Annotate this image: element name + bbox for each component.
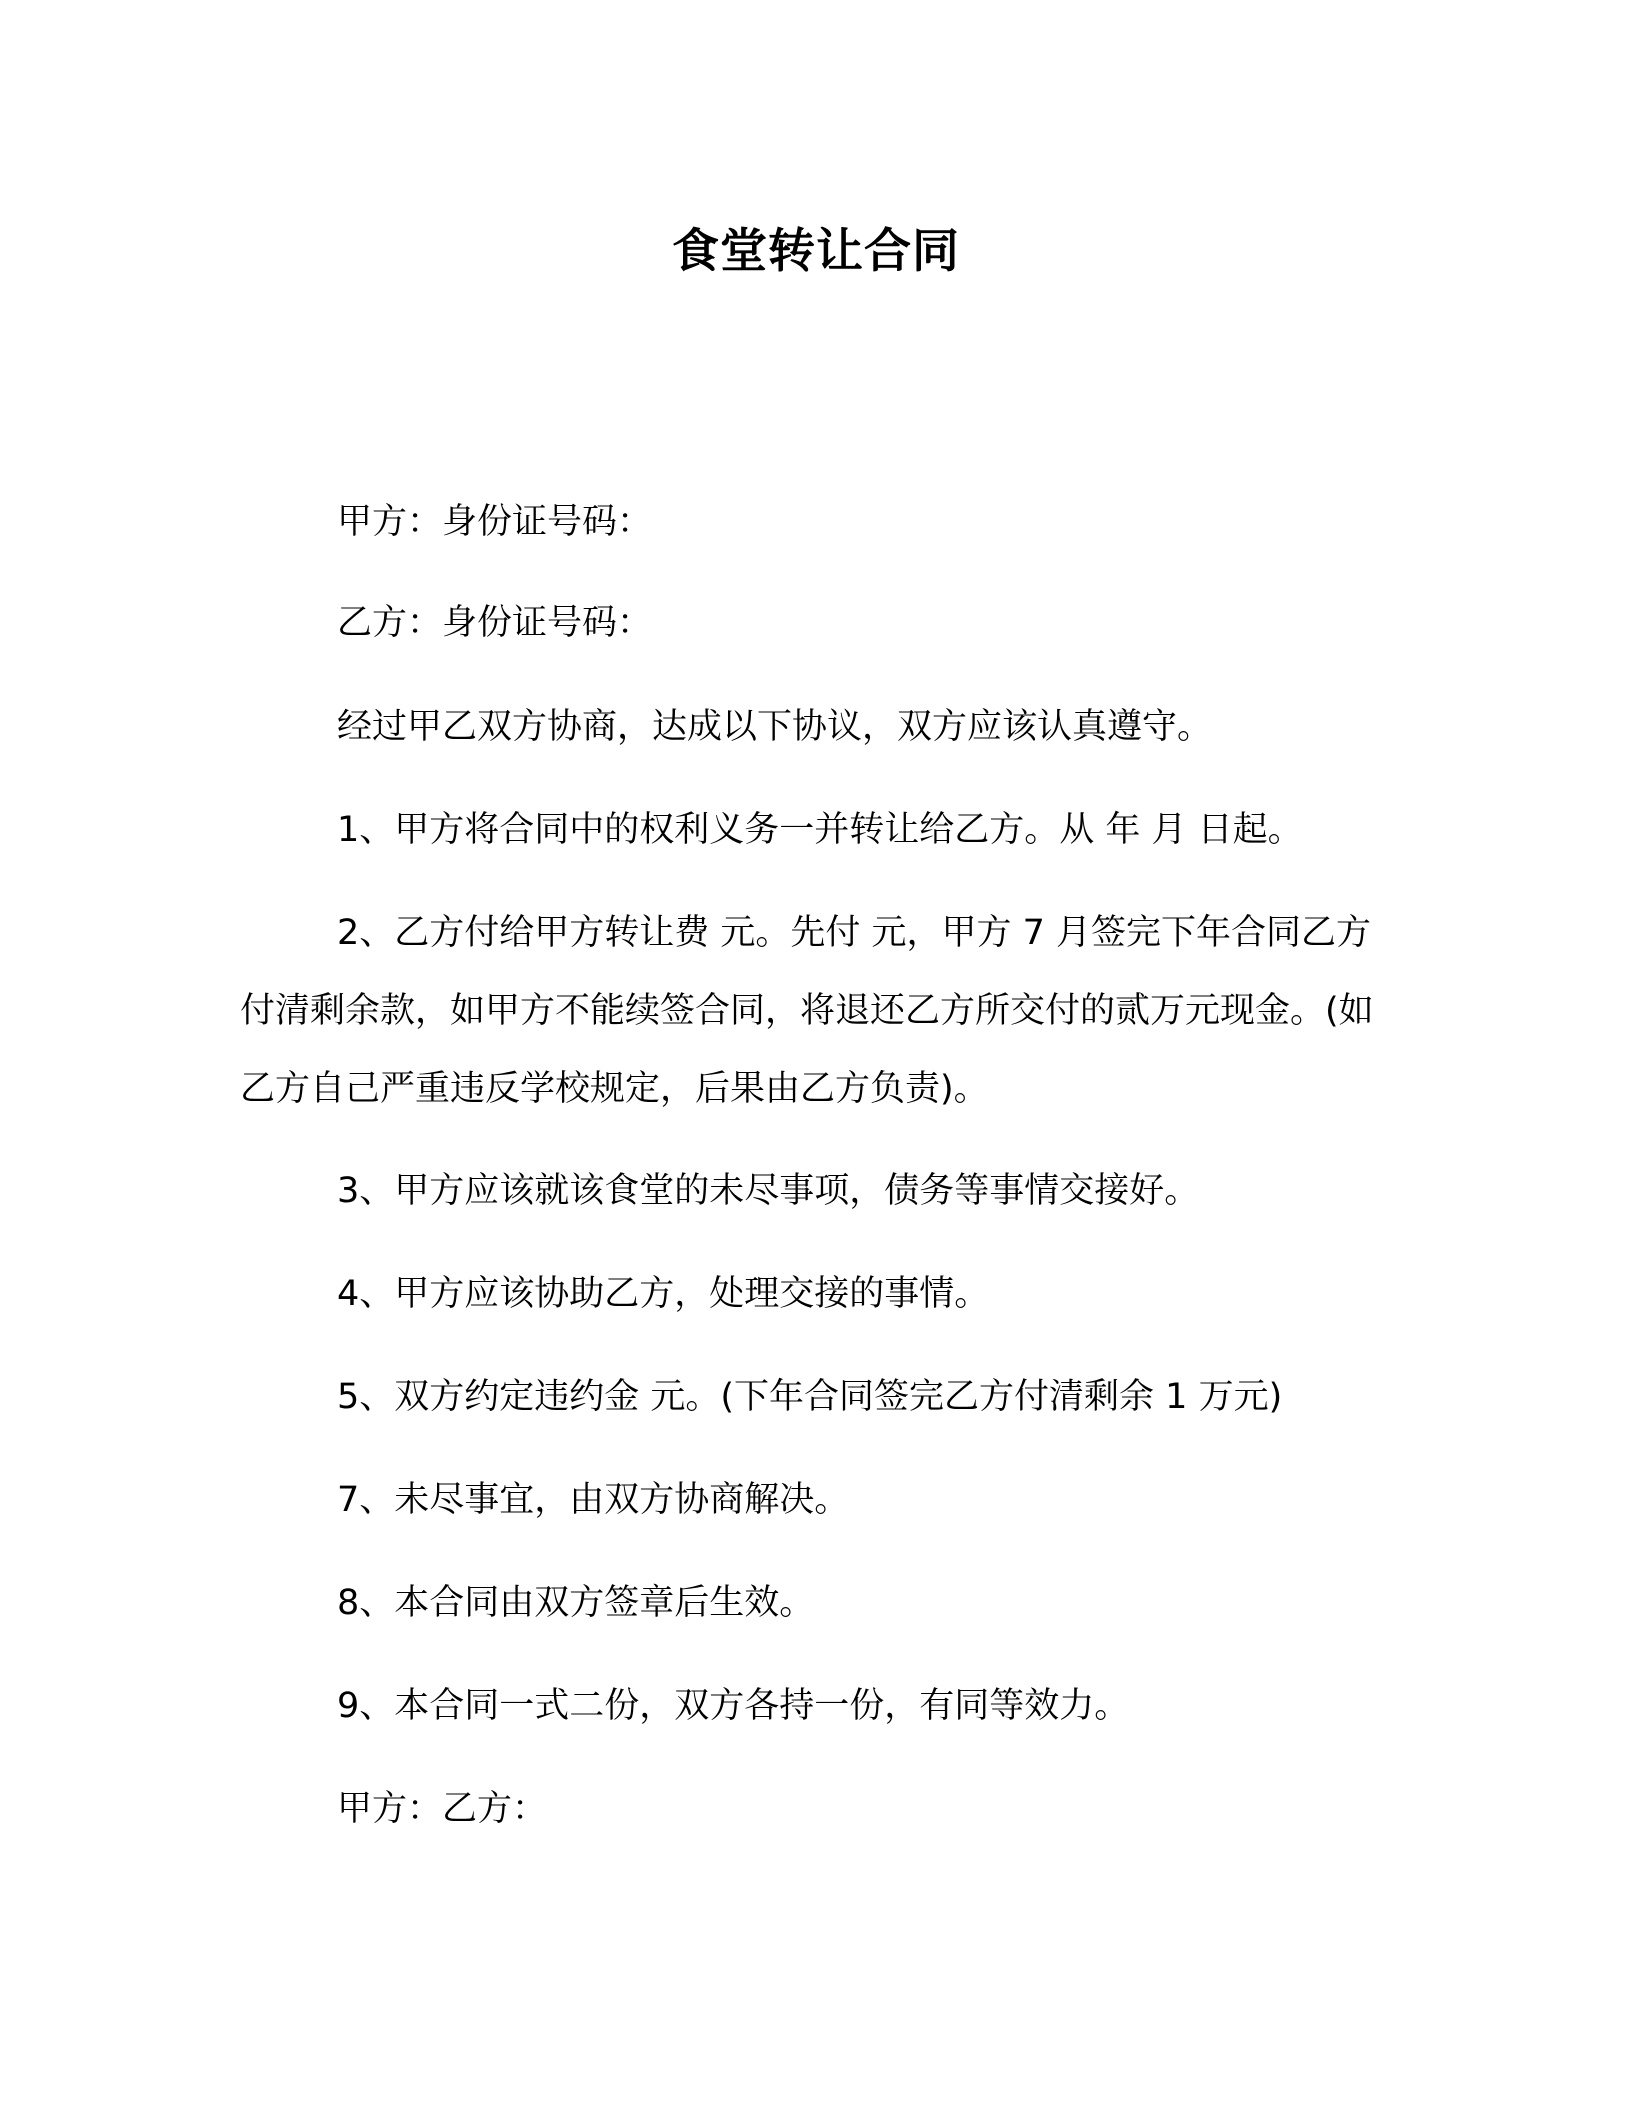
clause-3: 3、甲方应该就该食堂的未尽事项，债务等事情交接好。: [337, 1171, 1200, 1211]
clause-1: 1、甲方将合同中的权利义务一并转让给乙方。从 年 月 日起。: [337, 810, 1303, 850]
clause-5: 5、双方约定违约金 元。(下年合同签完乙方付清剩余 1 万元): [337, 1377, 1283, 1417]
document-title: 食堂转让合同: [672, 224, 960, 279]
party-b-id-line: 乙方：身份证号码：: [337, 603, 653, 643]
clause-7: 7、未尽事宜，由双方协商解决。: [337, 1480, 850, 1520]
party-a-id-line: 甲方：身份证号码：: [337, 502, 653, 542]
signature-line: 甲方：乙方：: [337, 1789, 548, 1829]
clause-2: 2、乙方付给甲方转让费 元。先付 元，甲方 7 月签完下年合同乙方付清剩余款，如甲方不能续签合同，将退还乙方所交付的贰万元现金。(如乙方自己严重违反学校规定，后果由乙方负责)。: [240, 913, 1374, 1109]
clause-4: 4、甲方应该协助乙方，处理交接的事情。: [337, 1274, 990, 1314]
agreement-intro: 经过甲乙双方协商，达成以下协议，双方应该认真遵守。: [337, 707, 1213, 747]
clause-9: 9、本合同一式二份，双方各持一份，有同等效力。: [337, 1686, 1130, 1726]
clause-8: 8、本合同由双方签章后生效。: [337, 1583, 815, 1623]
